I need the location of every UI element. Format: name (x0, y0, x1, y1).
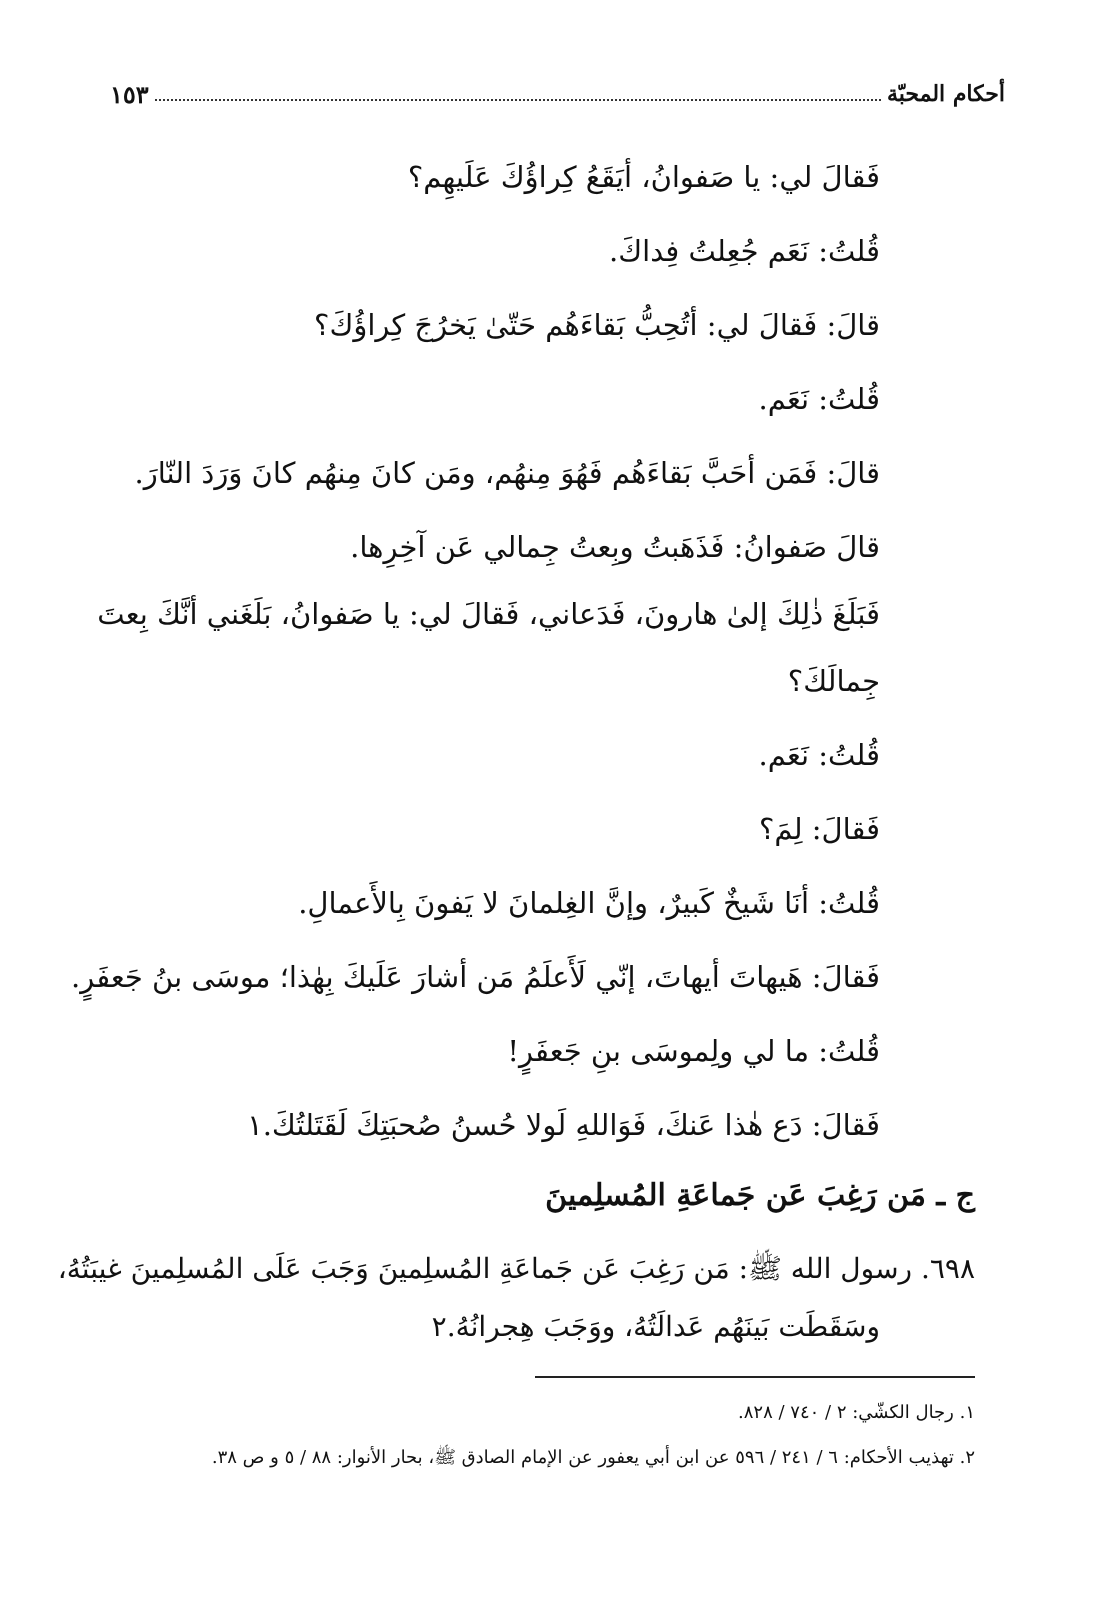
text-line: جِمالَكَ؟ (787, 664, 880, 698)
footnote: ١. رجال الكشّي: ٢ / ٧٤٠ / ٨٢٨. (738, 1402, 975, 1423)
leader-dots (155, 99, 881, 101)
hadith-line: وسَقَطَت بَينَهُم عَدالَتُهُ، ووَجَبَ هِجرانُهُ.٢ (431, 1310, 880, 1343)
text-line: قُلتُ: ما لي ولِموسَى بنِ جَعفَرٍ! (507, 1034, 880, 1068)
text-line: فَقالَ: دَع هٰذا عَنكَ، فَوَاللهِ لَولا حُسنُ صُحبَتِكَ لَقَتَلتُكَ.١ (247, 1108, 880, 1142)
footnote: ٢. تهذيب الأحكام: ٦ / ٢٤١ / ٥٩٦ عن ابن أبي يعفور عن الإمام الصادق ﷺ، بحار الأنوار: ٨٨ / ٥ و ص ٣٨. (211, 1447, 975, 1468)
text-line: قُلتُ: نَعَم. (758, 382, 880, 416)
text-line: قالَ صَفوانُ: فَذَهَبتُ وبِعتُ جِمالي عَن آخِرِها. (350, 530, 880, 564)
text-line: قُلتُ: أنَا شَيخٌ كَبيرٌ، وإنَّ الغِلمانَ لا يَفونَ بِالأَعمالِ. (298, 886, 880, 920)
main-text (71, 140, 880, 1162)
text-line: قُلتُ: نَعَم. (758, 738, 880, 772)
text-line: قالَ: فَقالَ لي: أتُحِبُّ بَقاءَهُم حَتّىٰ يَخرُجَ كِراؤُكَ؟ (314, 308, 880, 342)
section-heading: ج ـ مَن رَغِبَ عَن جَماعَةِ المُسلِمينَ (545, 1178, 975, 1213)
page-number: ١٥٣ (110, 79, 149, 109)
running-title: أحكام المحبّة (886, 81, 1005, 107)
page-header (110, 72, 1005, 116)
text-line: قالَ: فَمَن أحَبَّ بَقاءَهُم فَهُوَ مِنهُم، ومَن كانَ مِنهُم كانَ وَرَدَ النّارَ. (134, 456, 880, 490)
text-line: فَقالَ: لِمَ؟ (759, 812, 880, 846)
footnote-divider (535, 1376, 975, 1378)
hadith-paragraph (57, 1240, 975, 1356)
text-line: فَبَلَغَ ذٰلِكَ إلىٰ هارونَ، فَدَعاني، فَقالَ لي: يا صَفوانُ، بَلَغَني أنَّكَ بِعتَ (97, 597, 880, 631)
text-line: فَقالَ: هَيهاتَ أيهاتَ، إنّي لَأَعلَمُ مَن أشارَ عَلَيكَ بِهٰذا؛ موسَى بنُ جَعفَرٍ. (71, 960, 880, 994)
text-line: قُلتُ: نَعَم جُعِلتُ فِداكَ. (609, 234, 880, 268)
hadith-line: ٦٩٨. رسول الله ﷺ: مَن رَغِبَ عَن جَماعَةِ المُسلِمينَ وَجَبَ عَلَى المُسلِمينَ غيبَتُهُ، (57, 1252, 975, 1285)
text-line: فَقالَ لي: يا صَفوانُ، أيَقَعُ كِراؤُكَ عَلَيهِم؟ (407, 160, 880, 194)
